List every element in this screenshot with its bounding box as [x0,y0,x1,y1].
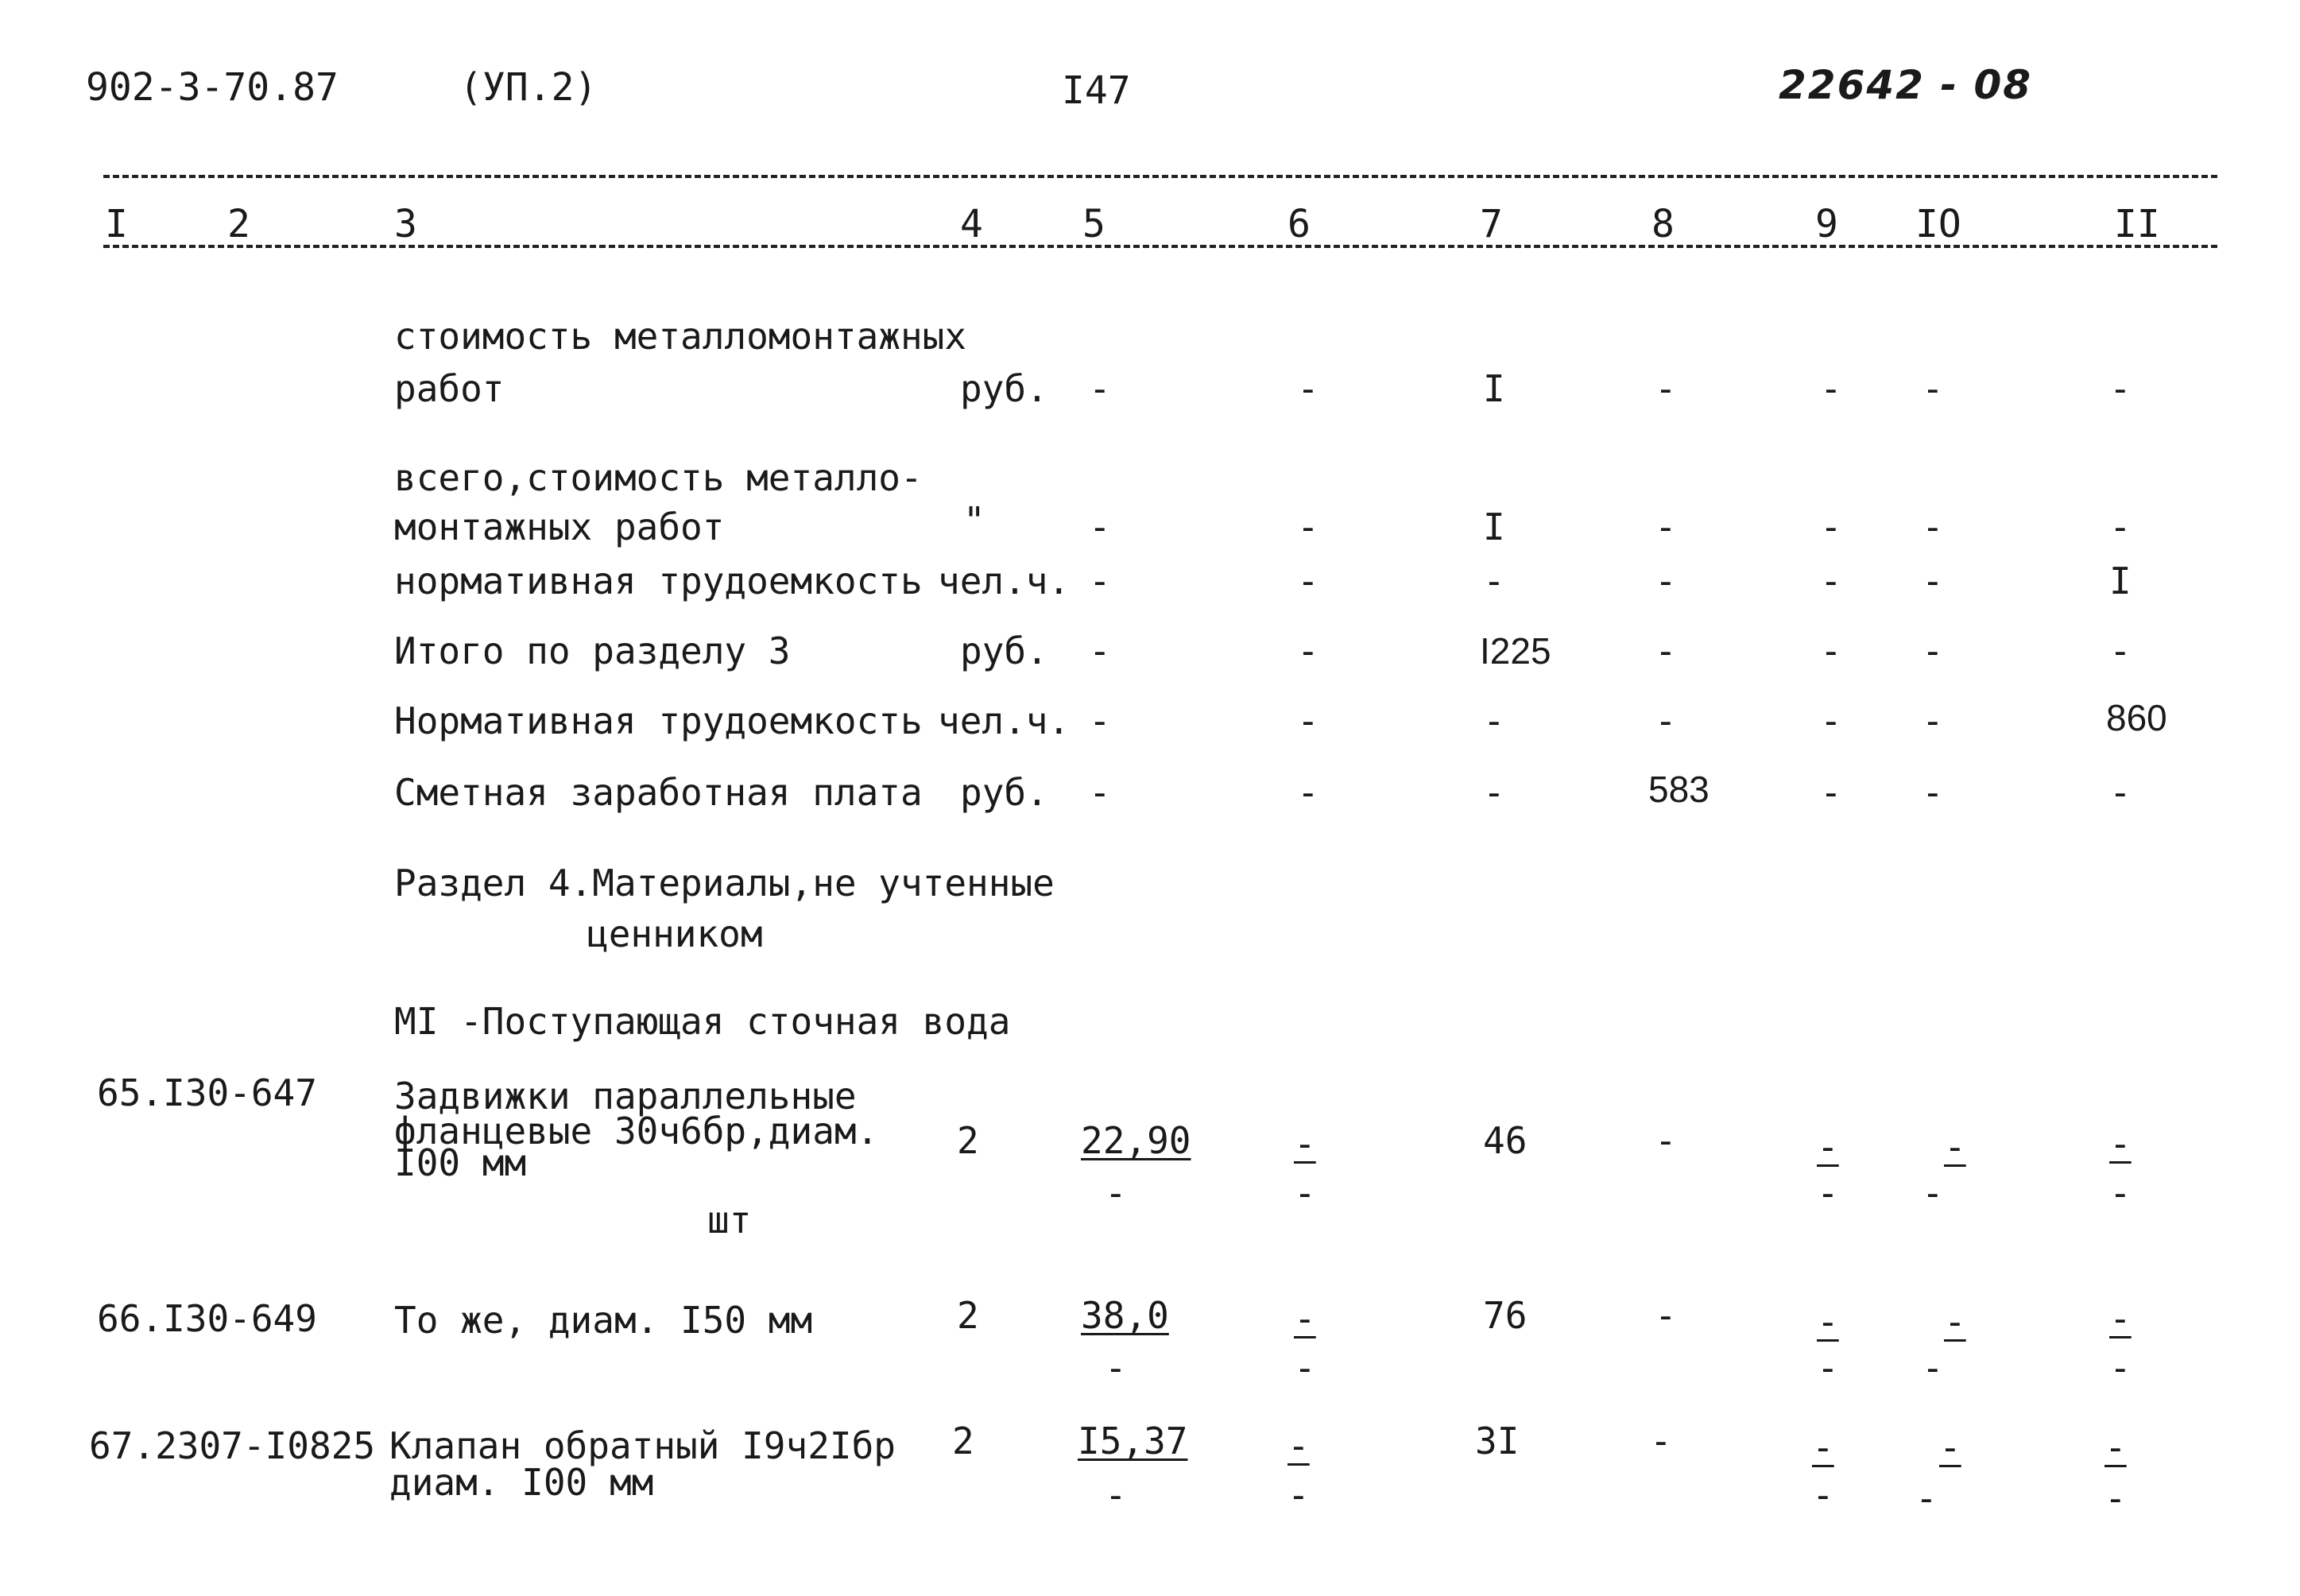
inventory-number: 22642 - 08 [1779,62,2033,108]
row-6-col-9: - [1820,771,1842,814]
row-5-col-9: - [1820,699,1842,742]
column-number-10: IO [1915,202,1961,246]
item-2-name: То же, диам. I50 мм [394,1299,813,1342]
item-2-code: 66.I30-649 [97,1297,317,1340]
column-number-9: 9 [1815,202,1838,246]
row-5-unit: чел.ч. [938,699,1071,742]
item-3-col-11-lower: - [2104,1477,2127,1520]
row-2-unit: " [963,499,985,542]
row-4-col-6: - [1297,629,1319,672]
row-6-name: Сметная заработная плата [394,771,923,814]
item-1-col-8: - [1655,1119,1677,1162]
column-number-8: 8 [1651,202,1675,246]
column-number-4: 4 [960,202,983,246]
header-bottom-rule [103,245,2217,248]
row-3-name: нормативная трудоемкость [394,560,923,602]
row-1-name-line-2: работ [394,367,505,410]
row-2-name-line-2: монтажных работ [394,506,725,548]
row-5-name: Нормативная трудоемкость [394,699,923,742]
item-2-col-6-lower: - [1294,1346,1316,1389]
item-1-col-9-lower: - [1817,1172,1839,1214]
item-1-code: 65.I30-647 [97,1071,317,1114]
item-1-name-line-3: I00 мм [394,1141,527,1184]
item-3-name-line-2: диам. I00 мм [389,1461,654,1504]
row-6-col-10: - [1922,771,1944,814]
column-number-5: 5 [1082,202,1105,246]
item-1-col-11-lower: - [2109,1172,2132,1214]
item-2-col-5-lower: - [1105,1346,1127,1389]
row-1-col-5: - [1089,367,1111,410]
row-5-col-8: - [1655,699,1677,742]
column-number-3: 3 [394,202,417,246]
row-6-col-8: 583 [1648,769,1710,810]
section-4-title-line-2: ценником [587,912,763,955]
row-4-col-10: - [1922,629,1944,672]
item-1-unit: шт [707,1199,752,1242]
row-5-col-6: - [1297,699,1319,742]
item-2-total: 76 [1483,1294,1528,1337]
column-number-2: 2 [227,202,250,246]
item-3-col-10-upper: - [1939,1426,1961,1469]
row-2-col-5: - [1089,506,1111,548]
item-1-name-line-2: фланцевые 30ч6бр,диам. [394,1110,879,1152]
row-2-name-line-1: всего,стоимость металло- [394,456,923,499]
row-6-col-6: - [1297,771,1319,814]
document-code: 902-3-70.87 [86,65,339,110]
row-5-col-11: 860 [2106,697,2167,738]
section-4-subtitle: МI -Поступающая сточная вода [394,1000,1011,1043]
item-1-col-10-lower: - [1922,1172,1944,1214]
row-3-col-9: - [1820,560,1842,602]
row-2-col-9: - [1820,506,1842,548]
item-2-col-10-lower: - [1922,1346,1944,1389]
row-4-unit: руб. [960,629,1048,672]
item-1-name-line-1: Задвижки параллельные [394,1075,857,1118]
row-6-col-5: - [1089,771,1111,814]
row-4-name: Итого по разделу 3 [394,629,791,672]
item-2-col-9-upper: - [1817,1300,1839,1343]
row-1-col-10: - [1922,367,1944,410]
row-4-col-9: - [1820,629,1842,672]
row-6-unit: руб. [960,771,1048,814]
item-3-col-8: - [1650,1420,1672,1462]
row-1-col-8: - [1655,367,1677,410]
item-3-col-11-upper: - [2104,1426,2127,1469]
item-1-col-5-lower: - [1105,1172,1127,1214]
album-label: (УП.2) [459,65,598,110]
row-2-col-7: I [1483,506,1505,548]
item-3-col-9-upper: - [1812,1426,1834,1469]
item-3-quantity: 2 [952,1420,974,1462]
row-1-col-7: I [1483,367,1505,410]
item-2-col-9-lower: - [1817,1346,1839,1389]
item-1-unit-price: 22,90 [1081,1119,1191,1162]
row-1-name-line-1: стоимость металломонтажных [394,315,967,358]
item-2-col-11-upper: - [2109,1297,2132,1340]
item-1-col-6-upper: - [1294,1122,1316,1165]
item-1-quantity: 2 [957,1119,979,1162]
column-number-6: 6 [1287,202,1311,246]
item-1-col-6-lower: - [1294,1172,1316,1214]
item-1-total: 46 [1483,1119,1528,1162]
row-3-col-5: - [1089,560,1111,602]
row-2-col-11: - [2109,506,2132,548]
item-3-col-6-upper: - [1287,1424,1310,1467]
row-5-col-5: - [1089,699,1111,742]
row-1-col-6: - [1297,367,1319,410]
column-number-11: II [2114,202,2160,246]
row-3-col-11: I [2109,560,2132,602]
item-3-code: 67.2307-I0825 [89,1424,376,1467]
item-1-col-11-upper: - [2109,1122,2132,1165]
item-3-total: 3I [1475,1420,1520,1462]
row-3-col-8: - [1655,560,1677,602]
column-number-1: I [105,202,128,246]
row-4-col-5: - [1089,629,1111,672]
item-2-col-10-upper: - [1944,1300,1966,1343]
item-2-col-6-upper: - [1294,1297,1316,1340]
row-2-col-10: - [1922,506,1944,548]
row-3-col-10: - [1922,560,1944,602]
item-2-col-11-lower: - [2109,1346,2132,1389]
row-2-col-8: - [1655,506,1677,548]
item-3-name-line-1: Клапан обратный I9ч2Iбр [389,1424,896,1467]
item-2-col-8: - [1655,1294,1677,1337]
row-1-unit: руб. [960,367,1048,410]
row-2-col-6: - [1297,506,1319,548]
row-1-col-9: - [1820,367,1842,410]
item-3-col-5-lower: - [1105,1474,1127,1517]
row-5-col-7: - [1483,699,1505,742]
item-3-col-10-lower: - [1915,1477,1938,1520]
item-1-col-10-upper: - [1944,1125,1966,1168]
row-3-col-6: - [1297,560,1319,602]
row-3-col-7: - [1483,560,1505,602]
row-5-col-10: - [1922,699,1944,742]
item-3-col-6-lower: - [1287,1474,1310,1517]
item-3-col-9-lower: - [1812,1474,1834,1517]
row-3-unit: чел.ч. [938,560,1071,602]
row-6-col-11: - [2109,771,2132,814]
row-4-col-11: - [2109,629,2132,672]
item-2-unit-price: 38,0 [1081,1294,1169,1337]
item-1-col-9-upper: - [1817,1125,1839,1168]
page-number: I47 [1062,68,1131,113]
header-top-rule [103,175,2217,178]
item-2-quantity: 2 [957,1294,979,1337]
section-4-title: Раздел 4.Материалы,не учтенные [394,862,1055,905]
row-4-col-8: - [1655,629,1677,672]
column-number-7: 7 [1480,202,1503,246]
row-4-col-7: I225 [1480,630,1551,672]
item-3-unit-price: I5,37 [1078,1420,1188,1462]
row-6-col-7: - [1483,771,1505,814]
row-1-col-11: - [2109,367,2132,410]
